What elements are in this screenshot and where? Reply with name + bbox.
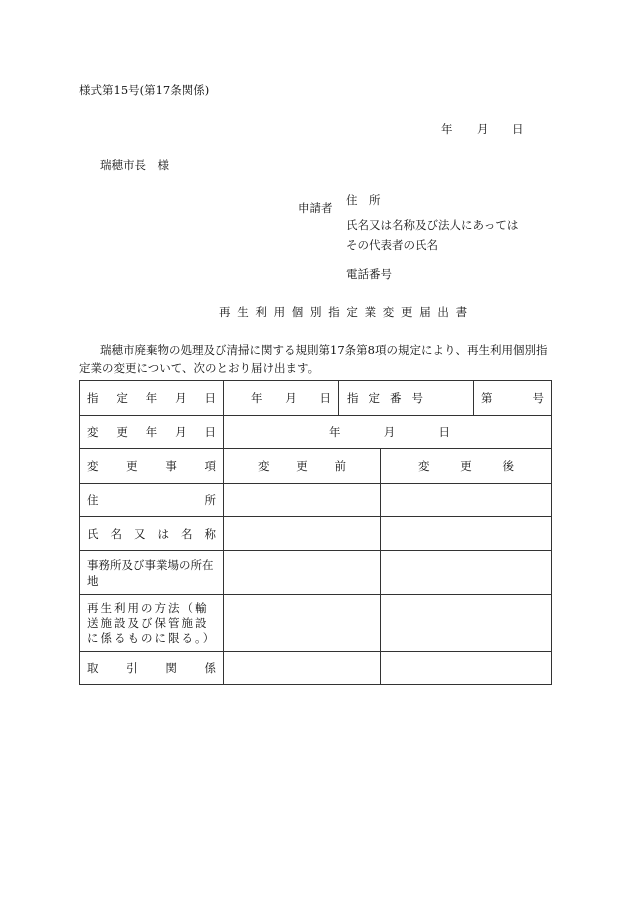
label-char: 前: [334, 459, 346, 473]
change-date-label: [87, 424, 216, 440]
address-after-cell[interactable]: [381, 484, 552, 517]
before-label: [231, 458, 373, 474]
change-date-year: 年: [329, 425, 341, 439]
table-row: [80, 517, 552, 551]
address-label: [87, 492, 216, 508]
label-char: 月: [175, 391, 187, 405]
designation-number-suffix: 号: [532, 391, 544, 405]
business-relation-label-cell: [80, 652, 224, 685]
recycling-method-label: 再生利用の方法（輸送施設及び保管施設に係るものに限る。）: [87, 600, 217, 645]
label-char: 所: [204, 493, 216, 507]
label-char: 番: [390, 391, 402, 405]
business-relation-before-cell[interactable]: [224, 652, 381, 685]
label-char: 定: [368, 391, 380, 405]
label-char: 名: [110, 526, 122, 541]
label-char: 変: [87, 425, 99, 439]
change-date-label-cell: [80, 416, 224, 449]
label-char: 年: [145, 425, 158, 439]
change-date-row: [80, 416, 552, 449]
label-char: 更: [116, 425, 128, 439]
before-label-cell: [224, 449, 381, 484]
change-items-label-cell: [80, 449, 224, 484]
label-char: 月: [175, 425, 187, 439]
label-char: 関: [165, 661, 177, 675]
label-char: 称: [204, 526, 216, 541]
label-char: 変: [87, 459, 99, 473]
label-char: 後: [502, 459, 514, 473]
applicant-name-label-2: その代表者の氏名: [346, 238, 438, 252]
after-label: [388, 458, 544, 474]
label-char: 係: [204, 661, 216, 675]
label-char: 引: [126, 661, 138, 675]
body-text-line-2: 定業の変更について、次のとおり届け出ます。: [79, 361, 320, 375]
recycling-method-before-cell[interactable]: [224, 595, 381, 652]
address-before-cell[interactable]: [224, 484, 381, 517]
change-date-month: 月: [383, 425, 396, 439]
date-year: 年: [441, 122, 453, 136]
label-char: 又: [134, 526, 146, 541]
name-after-cell[interactable]: [381, 517, 552, 551]
office-location-label-cell: [80, 551, 224, 595]
label-char: 氏: [87, 526, 99, 541]
label-char: 名: [181, 526, 193, 541]
table-row: [80, 595, 552, 652]
recycling-method-label-cell: [80, 595, 224, 652]
change-items-label: [87, 458, 216, 474]
designation-number-prefix: 第: [481, 391, 493, 405]
designation-number-label-cell: [339, 381, 474, 416]
label-char: 取: [87, 661, 99, 675]
label-char: 日: [204, 391, 216, 405]
name-label: [87, 526, 216, 542]
applicant-name-label-1: 氏名又は名称及び法人にあっては: [346, 218, 519, 232]
office-location-label: 事務所及び事業場の所在地: [87, 557, 214, 588]
name-label-cell: [80, 517, 224, 551]
header-row: [80, 449, 552, 484]
change-date-value-cell[interactable]: [224, 416, 552, 449]
after-label-cell: [381, 449, 552, 484]
address-label-cell: [80, 484, 224, 517]
label-char: 年: [145, 391, 158, 405]
applicant-address-label: 住 所: [346, 193, 381, 207]
table-row: [80, 551, 552, 595]
label-char: 住: [87, 493, 99, 507]
label-char: 更: [296, 459, 308, 473]
designated-date-year: 年: [251, 391, 263, 405]
addressee: 瑞穂市長 様: [100, 158, 169, 172]
name-before-cell[interactable]: [224, 517, 381, 551]
applicant-label: 申請者: [298, 201, 333, 215]
applicant-phone-label: 電話番号: [346, 267, 392, 281]
label-char: 更: [126, 459, 138, 473]
label-char: 定: [116, 391, 128, 405]
document-title: 再生利用個別指定業変更届出書: [219, 305, 474, 319]
office-location-after-cell[interactable]: [381, 551, 552, 595]
designated-date-label-cell: [80, 381, 224, 416]
table-row: [80, 484, 552, 517]
label-char: 変: [418, 459, 430, 473]
label-char: 変: [258, 459, 270, 473]
date-day: 日: [512, 122, 524, 136]
label-char: 項: [204, 459, 216, 473]
designation-number-label: [347, 390, 423, 406]
change-table: [79, 380, 552, 685]
business-relation-label: [87, 660, 216, 676]
date-month: 月: [477, 122, 489, 136]
label-char: 指: [87, 391, 99, 405]
designated-date-row: [80, 381, 552, 416]
label-char: 事: [165, 459, 177, 473]
designation-number-value-cell[interactable]: [474, 381, 552, 416]
designated-date-day: 日: [319, 391, 331, 405]
recycling-method-after-cell[interactable]: [381, 595, 552, 652]
form-number: 様式第15号(第17条関係): [79, 83, 210, 97]
label-char: 日: [204, 425, 216, 439]
office-location-before-cell[interactable]: [224, 551, 381, 595]
change-date-day: 日: [438, 425, 450, 439]
business-relation-after-cell[interactable]: [381, 652, 552, 685]
designated-date-label: [87, 390, 216, 406]
label-char: は: [157, 526, 169, 541]
designated-date-value-cell[interactable]: [224, 381, 339, 416]
designated-date-month: 月: [285, 391, 297, 405]
label-char: 指: [347, 391, 359, 405]
label-char: 号: [411, 391, 423, 405]
table-row: [80, 652, 552, 685]
label-char: 更: [460, 459, 472, 473]
body-text-line-1: 瑞穂市廃棄物の処理及び清掃に関する規則第17条第8項の規定により、再生利用個別指: [100, 343, 548, 357]
